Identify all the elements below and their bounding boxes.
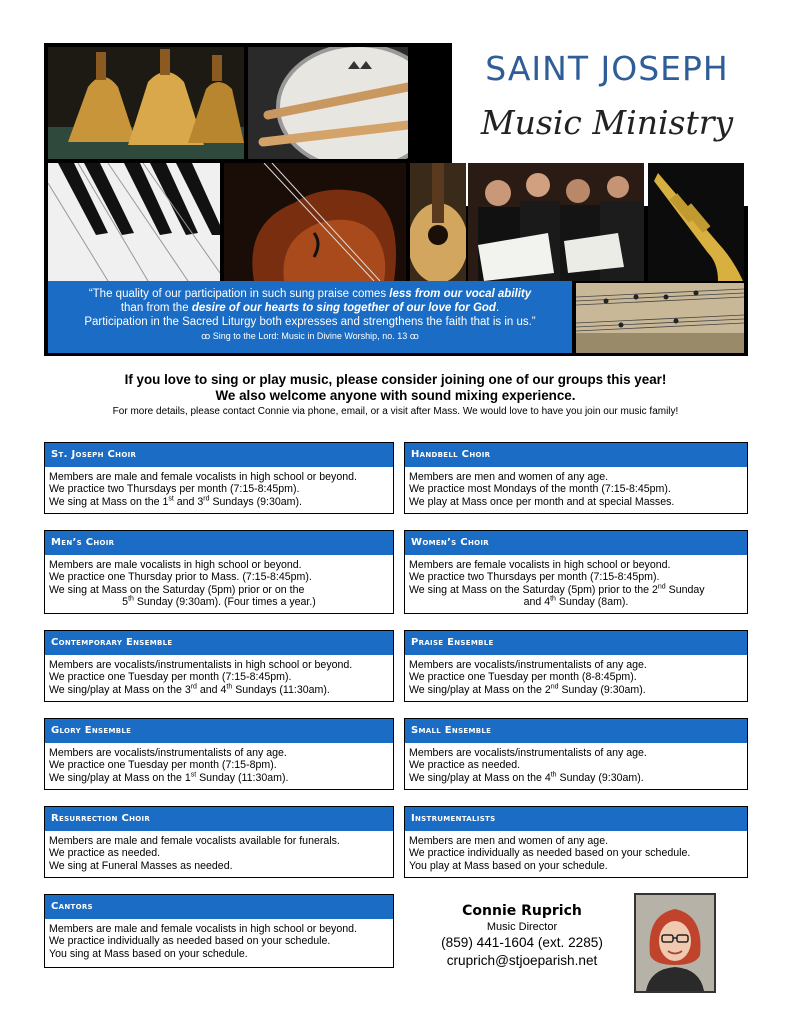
handbells-photo bbox=[48, 47, 244, 159]
ornament-right-icon: ꝏ bbox=[409, 331, 419, 341]
group-title: Women’s Choir bbox=[405, 531, 747, 555]
ministry-subtitle: Music Ministry bbox=[480, 103, 734, 142]
group-body: Members are vocalists/instrumentalists of any age. We practice one Tuesday per month (7:15-8pm). We sing/play at Mass on the 1st Sunday (11:30am). bbox=[49, 747, 289, 784]
violin-photo bbox=[224, 163, 406, 281]
group-body: Members are vocalists/instrumentalists of any age. We practice one Tuesday per month (8-8:45pm). We sing/play at Mass on the 2nd Sunday (9:30am). bbox=[409, 659, 647, 696]
group-mens-choir bbox=[44, 530, 394, 614]
quote-source: ꝏ Sing to the Lord: Music in Divine Worship, no. 13 ꝏ bbox=[201, 331, 419, 341]
group-instrumentalists bbox=[404, 806, 748, 878]
sheet-music-photo bbox=[576, 283, 744, 353]
group-body: Members are male and female vocalists in high school or beyond. We practice two Thursdays per month (7:15-8:45pm). We sing at Mass on the 1st and 3rd Sundays (9:30am). bbox=[49, 471, 357, 508]
contact-info bbox=[418, 902, 626, 970]
group-cantors bbox=[44, 894, 394, 968]
piano-photo bbox=[48, 163, 220, 281]
group-title: Cantors bbox=[45, 895, 393, 919]
contact-phone[interactable]: (859) 441-1604 (ext. 2285) bbox=[441, 935, 603, 950]
group-body: Members are men and women of any age. We practice most Mondays of the month (7:15-8:45pm). We play at Mass once per month and at special Masses. bbox=[409, 471, 675, 508]
group-body: Members are male and female vocalists in high school or beyond. We practice individually as needed based on your schedule. You sing at Mass based on your schedule. bbox=[49, 923, 357, 960]
group-title: St. Joseph Choir bbox=[45, 443, 393, 467]
intro bbox=[0, 372, 791, 420]
group-body: Members are male and female vocalists available for funerals. We practice as needed. We sing at Funeral Masses as needed. bbox=[49, 835, 340, 872]
contact-email[interactable]: cruprich@stjoeparish.net bbox=[446, 953, 598, 968]
group-title: Instrumentalists bbox=[405, 807, 747, 831]
group-praise-ensemble bbox=[404, 630, 748, 702]
group-contemporary-ensemble bbox=[44, 630, 394, 702]
group-title: Men’s Choir bbox=[45, 531, 393, 555]
group-title: Contemporary Ensemble bbox=[45, 631, 393, 655]
group-body: Members are female vocalists in high school or beyond. We practice two Thursdays per month (7:15-8:45pm). We sing at Mass on the Saturday (5pm) prior to the 2nd Sunday and 4th Sunday (8am). bbox=[409, 559, 705, 609]
intro-details: For more details, please contact Connie via phone, email, or a visit after Mass. We would love to have you join our music family! bbox=[112, 406, 679, 417]
ornament-left-icon: ꝏ bbox=[201, 331, 211, 341]
group-title: Small Ensemble bbox=[405, 719, 747, 743]
group-body: Members are vocalists/instrumentalists of any age. We practice as needed. We sing/play at Mass on the 4th Sunday (9:30am). bbox=[409, 747, 647, 784]
quote-line-2: than from the desire of our hearts to sing together of our love for God. bbox=[120, 302, 500, 314]
contact-title: Music Director bbox=[486, 921, 558, 933]
quote-box bbox=[48, 281, 572, 353]
ministry-title: SAINT JOSEPH bbox=[485, 49, 729, 88]
drum-photo bbox=[248, 47, 408, 159]
group-body: Members are men and women of any age. We practice individually as needed based on your schedule. You play at Mass based on your schedule. bbox=[409, 835, 691, 872]
group-title: Resurrection Choir bbox=[45, 807, 393, 831]
group-glory-ensemble bbox=[44, 718, 394, 790]
group-title: Handbell Choir bbox=[405, 443, 747, 467]
group-body: Members are male vocalists in high school or beyond. We practice one Thursday prior to Mass. (7:15-8:45pm). We sing at Mass on the Saturday (5pm) prior or on the 5th Sunday (9:30am). (Four times a year.) bbox=[49, 559, 316, 609]
group-stjoseph-choir bbox=[44, 442, 394, 514]
group-title: Praise Ensemble bbox=[405, 631, 747, 655]
quote-line-1: “The quality of our participation in such sung praise comes less from our vocal ability bbox=[88, 288, 532, 300]
group-small-ensemble bbox=[404, 718, 748, 790]
group-womens-choir bbox=[404, 530, 748, 614]
group-title: Glory Ensemble bbox=[45, 719, 393, 743]
header-banner bbox=[44, 43, 748, 356]
intro-subheadline: We also welcome anyone with sound mixing experience. bbox=[215, 388, 576, 403]
group-handbell-choir bbox=[404, 442, 748, 514]
contact-name: Connie Ruprich bbox=[462, 903, 582, 919]
group-body: Members are vocalists/instrumentalists in high school or beyond. We practice one Tuesday per month (7:15-8:45pm). We sing/play at Mass on the 3rd and 4th Sundays (11:30am). bbox=[49, 659, 353, 696]
trumpet-photo bbox=[648, 163, 744, 281]
director-portrait bbox=[634, 893, 716, 993]
choir-photo bbox=[468, 163, 644, 281]
guitar-photo bbox=[410, 163, 466, 281]
intro-headline: If you love to sing or play music, please consider joining one of our groups this year! bbox=[124, 372, 667, 387]
group-resurrection-choir bbox=[44, 806, 394, 878]
quote-line-3: Participation in the Sacred Liturgy both expresses and strengthens the faith that is in us.” bbox=[84, 316, 536, 328]
